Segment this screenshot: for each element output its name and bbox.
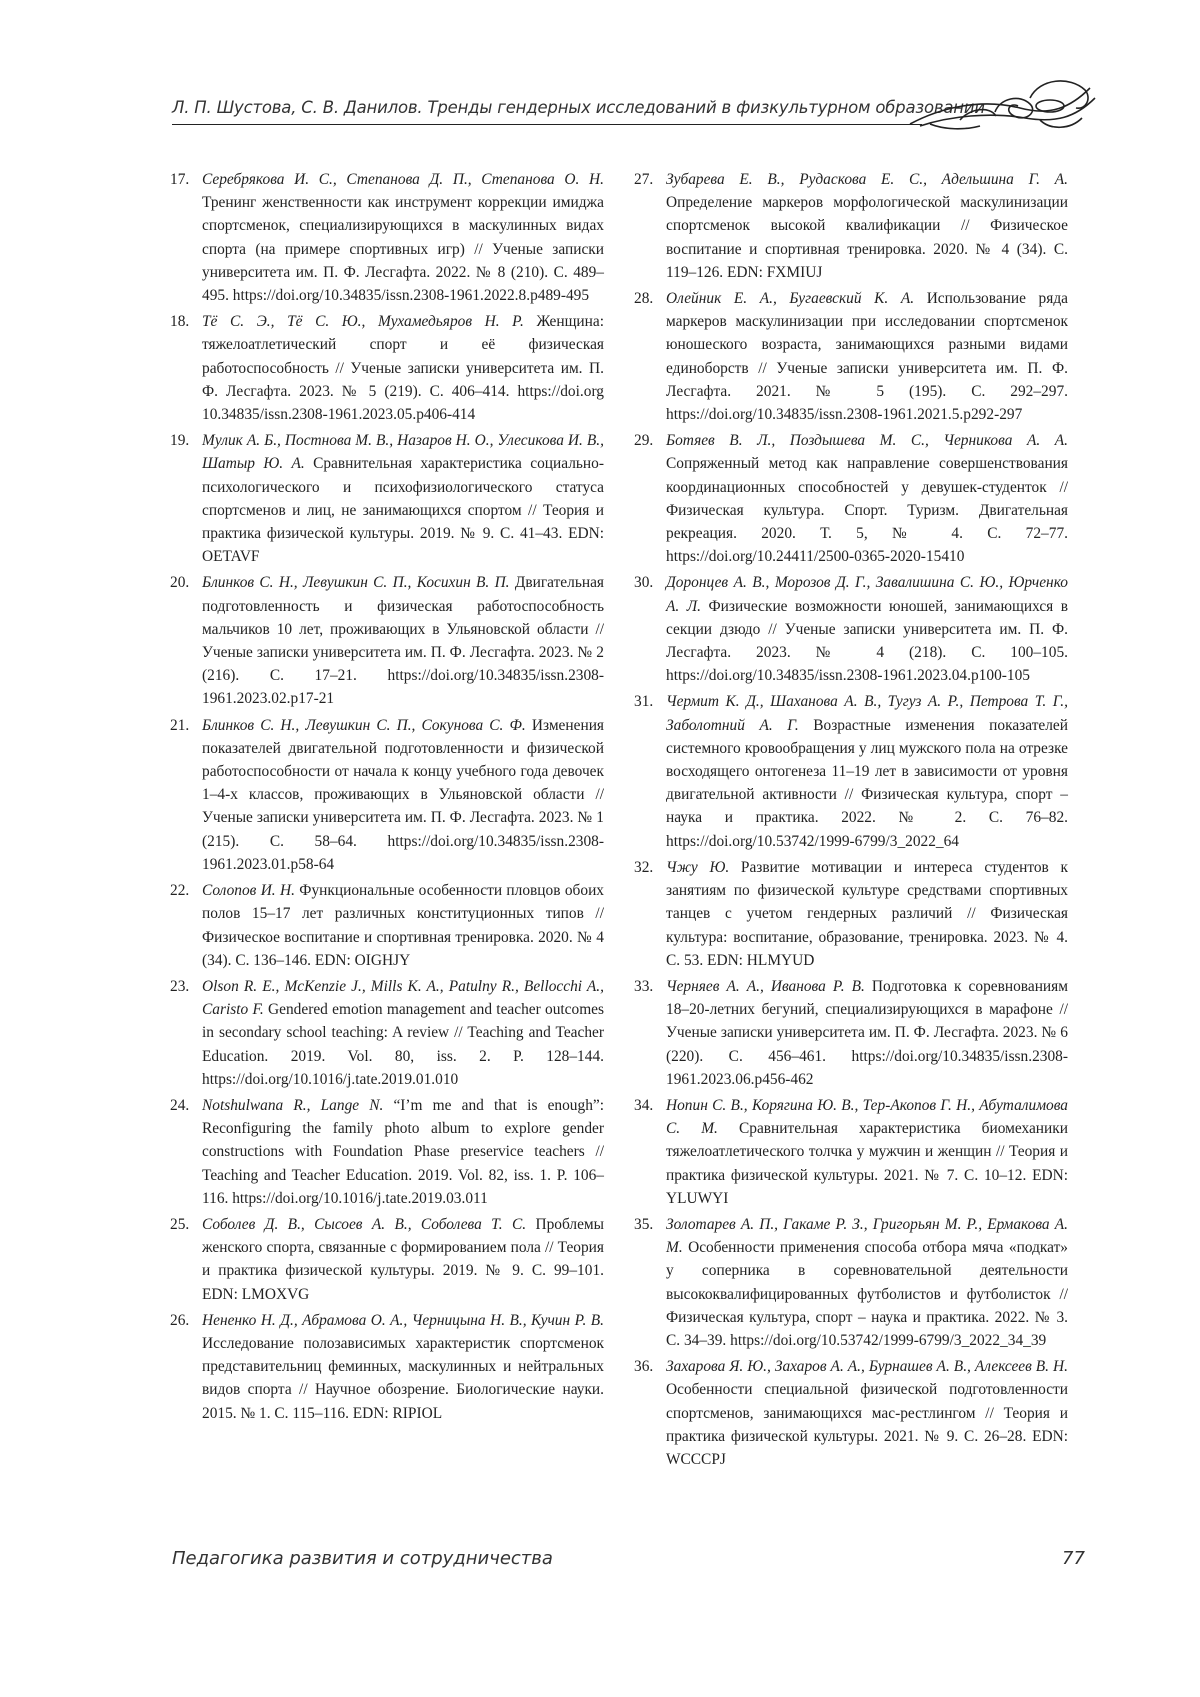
reference-item: 27. Зубарева Е. В., Рудаскова Е. С., Адельшина Г. А. Определение маркеров морфологической маскулинизации спортсменок высокой квалификации // Физическое воспитание и спортивная тренировка. 2020. № 4 (34). С. 119–126. EDN: FXMIUJ: [636, 168, 1068, 284]
reference-item: 34. Нопин С. В., Корягина Ю. В., Тер-Акопов Г. Н., Абуталимова С. М. Сравнительная характеристика биомеханики тяжелоатлетического толчка у мужчин и женщин // Теория и практика физической культуры. 2021. № 7. С. 10–12. EDN: YLUWYI: [636, 1094, 1068, 1210]
reference-item: 26. Нененко Н. Д., Абрамова О. А., Черницына Н. В., Кучин Р. В. Исследование полозависимых характеристик спортсменок представительниц феминных, маскулинных и нейтральных видов спорта // Научное обозрение. Биологические науки. 2015. № 1. С. 115–116. EDN: RIPIOL: [172, 1309, 604, 1425]
reference-item: 30. Доронцев А. В., Морозов Д. Г., Завалишина С. Ю., Юрченко А. Л. Физические возможности юношей, занимающихся в секции дзюдо // Ученые записки университета им. П. Ф. Лесгафта. 2023. № 4 (218). С. 100–105. https://doi.org/10.34835/issn.2308-1961.2023.04.p100-105: [636, 571, 1068, 687]
reference-item: 18. Тё С. Э., Тё С. Ю., Мухамедьяров Н. Р. Женщина: тяжелоатлетический спорт и её физическая работоспособность // Ученые записки университета им. П. Ф. Лесгафта. 2023. № 5 (219). С. 406–414. https://doi.org 10.34835/issn.2308-1961.2023.05.p406-414: [172, 310, 604, 426]
header-rule: [172, 124, 922, 125]
references-left-column: [172, 168, 604, 1428]
references-right-column: [636, 168, 1068, 1474]
reference-item: 32. Чжу Ю. Развитие мотивации и интереса студентов к занятиям по физической культуре средствами спортивных танцев с учетом гендерных различий // Физическая культура: воспитание, образование, тренировка. 2023. № 4. С. 53. EDN: HLMYUD: [636, 856, 1068, 972]
reference-item: 22. Солопов И. Н. Функциональные особенности пловцов обоих полов 15–17 лет различных конституционных типов // Физическое воспитание и спортивная тренировка. 2020. № 4 (34). С. 136–146. EDN: OIGHJY: [172, 879, 604, 972]
reference-item: 24. Notshulwana R., Lange N. “I’m me and that is enough”: Reconfiguring the family photo album to explore gender constructions with Foundation Phase preservice teachers // Teaching and Teacher Education. 2019. Vol. 82, iss. 1. P. 106–116. https://doi.org/10.1016/j.tate.2019.03.011: [172, 1094, 604, 1210]
running-title: Л. П. Шустова, С. В. Данилов. Тренды гендерных исследований в физкультурном образовании: [172, 98, 992, 138]
reference-item: 20. Блинков С. Н., Левушкин С. П., Косихин В. П. Двигательная подготовленность и физическая работоспособность мальчиков 10 лет, проживающих в Ульяновской области // Ученые записки университета им. П. Ф. Лесгафта. 2023. № 2 (216). С. 17–21. https://doi.org/10.34835/issn.2308-1961.2023.02.p17-21: [172, 571, 604, 710]
reference-item: 21. Блинков С. Н., Левушкин С. П., Сокунова С. Ф. Изменения показателей двигательной подготовленности и физической работоспособности от начала к концу учебного года девочек 1–4-х классов, проживающих в Ульяновской области // Ученые записки университета им. П. Ф. Лесгафта. 2023. № 1 (215). С. 58–64. https://doi.org/10.34835/issn.2308-1961.2023.01.p58-64: [172, 714, 604, 876]
ornament-icon: [900, 68, 1100, 148]
reference-item: 33. Черняев А. А., Иванова Р. В. Подготовка к соревнованиям 18–20-летних бегуний, специализирующихся в марафоне // Ученые записки университета им. П. Ф. Лесгафта. 2023. № 6 (220). С. 456–461. https://doi.org/10.34835/issn.2308-1961.2023.06.p456-462: [636, 975, 1068, 1091]
reference-item: 35. Золотарев А. П., Гакаме Р. З., Григорьян М. Р., Ермакова А. М. Особенности применения способа отбора мяча «подкат» у соперника в соревновательной деятельности высококвалифицированных футболистов и футболисток // Физическая культура, спорт – наука и практика. 2022. № 3. С. 34–39. https://doi.org/10.53742/1999-6799/3_2022_34_39: [636, 1213, 1068, 1352]
reference-item: 28. Олейник Е. А., Бугаевский К. А. Использование ряда маркеров маскулинизации при исследовании спортсменок юношеского возраста, занимающихся разными видами единоборств // Ученые записки университета им. П. Ф. Лесгафта. 2021. № 5 (195). С. 292–297. https://doi.org/10.34835/issn.2308-1961.2021.5.p292-297: [636, 287, 1068, 426]
reference-item: 17. Серебрякова И. С., Степанова Д. П., Степанова О. Н. Тренинг женственности как инструмент коррекции имиджа спортсменок, специализирующихся в маскулинных видах спорта (на примере спортивных игр) // Ученые записки университета им. П. Ф. Лесгафта. 2022. № 8 (210). С. 489–495. https://doi.org/10.34835/issn.2308-1961.2022.8.p489-495: [172, 168, 604, 307]
reference-item: 31. Чермит К. Д., Шаханова А. В., Тугуз А. Р., Петрова Т. Г., Заболотний А. Г. Возрастные изменения показателей системного кровообращения у лиц мужского пола на отрезке восходящего онтогенеза 11–19 лет в зависимости от уровня двигательной активности // Физическая культура, спорт – наука и практика. 2022. № 2. С. 76–82. https://doi.org/10.53742/1999-6799/3_2022_64: [636, 690, 1068, 852]
reference-item: 25. Соболев Д. В., Сысоев А. В., Соболева Т. С. Проблемы женского спорта, связанные с формированием пола // Теория и практика физической культуры. 2019. № 9. С. 99–101. EDN: LMOXVG: [172, 1213, 604, 1306]
page-number: 77: [1062, 1548, 1085, 1569]
journal-title: Педагогика развития и сотрудничества: [172, 1548, 553, 1569]
reference-item: 23. Olson R. E., McKenzie J., Mills K. A., Patulny R., Bellocchi A., Caristo F. Gendered emotion management and teacher outcomes in secondary school teaching: A review // Teaching and Teacher Education. 2019. Vol. 80, iss. 2. P. 128–144. https://doi.org/10.1016/j.tate.2019.01.010: [172, 975, 604, 1091]
reference-item: 29. Ботяев В. Л., Поздышева М. С., Черникова А. А. Сопряженный метод как направление совершенствования координационных способностей у девушек-студенток // Физическая культура. Спорт. Туризм. Двигательная рекреация. 2020. Т. 5, № 4. С. 72–77. https://doi.org/10.24411/2500-0365-2020-15410: [636, 429, 1068, 568]
reference-item: 36. Захарова Я. Ю., Захаров А. А., Бурнашев А. В., Алексеев В. Н. Особенности специальной физической подготовленности спортсменов, занимающихся мас-рестлингом // Теория и практика физической культуры. 2021. № 9. С. 26–28. EDN: WCCCPJ: [636, 1355, 1068, 1471]
reference-item: 19. Мулик А. Б., Постнова М. В., Назаров Н. О., Улесикова И. В., Шатыр Ю. А. Сравнительная характеристика социально-психологического и психофизиологического статуса спортсменов и лиц, не занимающихся спортом // Теория и практика физической культуры. 2019. № 9. С. 41–43. EDN: OETAVF: [172, 429, 604, 568]
